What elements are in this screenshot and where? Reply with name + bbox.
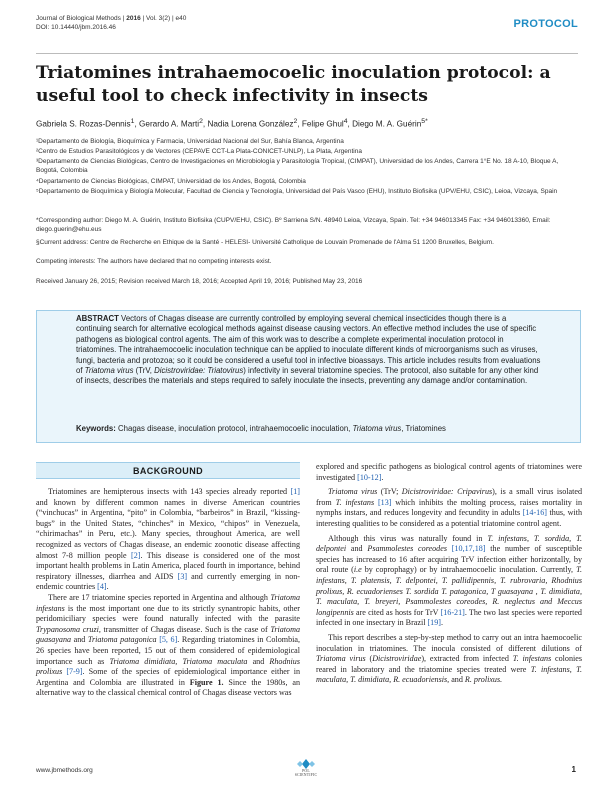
publication-dates: Received January 26, 2015; Revision received March 18, 2016; Accepted April 19, 2016; Published May 23, 2016 (36, 278, 363, 285)
keywords-label: Keywords: (76, 424, 119, 433)
affiliation-3: ³Departamento de Ciencias Biológicas, Centro de Investigaciones en Microbiología y Parasitología Tropical, (CIMPAT), Universidad de los Andes, Carrera 1°E No. 18 A-10, Bloque A, Bogotá, Colombia (36, 158, 559, 174)
publisher-name: POL SCIENTIFIC (294, 769, 318, 777)
affiliation-1: ¹Departamento de Biología, Bioquímica y Farmacia, Universidad Nacional del Sur, Bahía Blanca, Argentina (36, 138, 344, 145)
paragraph: Triatoma virus (TrV; Dicistroviridae: Cripavirus), is a small virus isolated from T. infestans [13] which inhibits the molting process, raises mortality in nymphs instars, and reduces longevity and fecundity in adults [14-16] thus, with interesting qualities to be considered as a potential triatomine control agent. (316, 487, 582, 528)
affiliation-4: ⁴Departamento de Ciencias Biológicas, CIMPAT, Universidad de los Andes, Bogotá, Colombia (36, 178, 306, 185)
affiliation-5: ⁵Departamento de Bioquímica y Biología Molecular, Facultad de Ciencia y Tecnología, Universidad del País Vasco (EHU), Instituto Biofisika (UPV/EHU, CSIC), Leioa, Vizcaya, Spain (36, 188, 558, 195)
abstract-text: Vectors of Chagas disease are currently controlled by employing several chemical insecticides though there is a continuing search for alternative ecological methods against disease causing vectors. An effective method includes the use of specific pathogens as biological control agents. The aim of this work was to describe a complete experimental inoculation protocol in triatomines. The intrahaemocoelic inoculation technique can be applied to inoculate different kinds of microorganisms such as viruses, fungi, bacteria and protozoa; so it could be considered a useful tool in infective bioassays. This article includes results from evaluations of Triatoma virus (TrV, Dicistroviridae: Triatovirus) infectivity in several triatomine species. The protocol, also suitable for any other kind of insects, describes the materials and steps required to safely inoculate the insects, preventing any damage and/or contamination. (76, 314, 541, 386)
paragraph: Triatomines are hemipterous insects with 143 species already reported [1] and known by different common names in diverse American countries (“vinchucas” in Argentina, “pito” in Colombia, “barbeiros” in Brazil, “kissing-bugs” in the United States, “chinches” in Mexico, “chipos” in Venezuela, “chirimachas” in Peru, etc.). Many species, throughout America, are well recognized as vectors of Chagas disease, an endemic zoonotic disease affecting almost 7-8 million people [2]. This disease is considered one of the most important health problems in Latin America, placed fourth in importance, behind respiratory illnesses, diarrhea and AIDS [3] and currently emerging in non-endemic countries [4]. (36, 487, 300, 592)
left-column (36, 487, 300, 699)
abstract (76, 314, 544, 387)
section-heading: BACKGROUND (133, 466, 203, 476)
current-address: §Current address: Centre de Recherche en Ethique de la Santé - HELESI- Université Catholique de Louvain Promenade de l'Alma 51 1200 Bruxelles, Belgium. (36, 239, 494, 246)
right-column (316, 462, 582, 686)
paragraph: Although this virus was naturally found in T. infestans, T. sordida, T. delpontei and Psammolestes coreodes [10,17,18] the number of susceptible species has increased to 16 after acquiring TrV infection either horizontally, by oral route (i.e by coprophagy) or by intrahaemocoelic inoculation. Currently, T. infestans, T. platensis, T. delpontei, T. pallidipennis, T. rubrovaria, Rhodnius prolixus, R. ecuadorienses T. sordida T. patagonica, T guasayana , T. dimidiata, T. maculata, T. breyeri, Psammolestes coreodes, R. neglectus and Meccus longipennis are cited as hosts for TrV [16-21]. The two last species were reported infected in one insectary in Brazil [19]. (316, 533, 583, 628)
affiliation-2: ²Centro de Estudios Parasitológicos y de Vectores (CEPAVE CCT-La Plata-CONICET-UNLP), La Plata, Argentina (36, 148, 362, 155)
doi[interactable]: DOI: 10.14440/jbm.2016.46 (36, 24, 116, 31)
paragraph: explored and specific pathogens as biological control agents of triatomines were investigated [10-12]. (316, 462, 582, 482)
corresponding-author: *Corresponding author: Diego M. A. Guérin, Instituto Biofisika (CUPV/EHU, CSIC). Bº Sarriena S/N. 48940 Leioa, Vizcaya, Spain. Tel: +34 946013345 Fax: +34 946013360, Email: diego.guerin@ehu.eus (36, 217, 551, 233)
author-list: Gabriela S. Rozas-Dennis$^1$, Gerardo A. Marti$^2$, Nadia Lorena González$^2$, Felipe Ghul$^4$, Diego M. A. Guérin$^{5*}$ (36, 118, 428, 129)
keywords (76, 424, 544, 433)
abstract-label: ABSTRACT (76, 314, 119, 323)
paragraph: There are 17 triatomine species reported in Argentina and although Triatoma infestans is the most important one due to its strictly synantropic habits, other peridomiciliary species were found naturally infected with the parasite Trypanosoma cruzi, transmitter of Chagas disease. Such is the case of Triatoma guasayana and Triatoma patagonica [5, 6]. Regarding triatomines in Colombia, 26 species have been reported, 15 out of them considered of epidemiological importance such as Triatoma dimidiata, Triatoma maculata and Rhodnius prolixus [7-9]. Some of the species of epidemiological importance either in Argentina and Colombia are illustrated in Figure 1. Since the 1980s, an alternative way to the classical chemical control of Chagas disease vectors was (36, 592, 301, 698)
journal-volume: | Vol. 3(2) | e40 (140, 15, 187, 22)
journal-header: Journal of Biological Methods | 2016 | Vol. 3(2) | e40 DOI: 10.14440/jbm.2016.46 (36, 15, 187, 31)
journal-name: Journal of Biological Methods (36, 15, 121, 22)
keywords-text: Chagas disease, inoculation protocol, intrahaemocoelic inoculation, Triatoma virus, Triatomines (118, 424, 446, 433)
publisher-logo (291, 759, 321, 777)
publisher-logo-icon (297, 759, 315, 769)
header-divider (36, 53, 578, 54)
journal-year: 2016 (126, 15, 141, 22)
page-number: 1 (571, 765, 576, 774)
section-label: PROTOCOL (513, 18, 578, 30)
article-title: Triatomines intrahaemocoelic inoculation protocol: a useful tool to check infectivity in insects (36, 63, 551, 106)
footer-url[interactable]: www.jbmethods.org (36, 767, 93, 774)
paragraph: This report describes a step-by-step method to carry out an intra haemocoelic inoculation in triatomines. The inocula consisted of different dilutions of Triatoma virus (Dicistroviridae), extracted from infected T. infestans colonies reared in laboratory and the triatomine species treated were T. infestans, T. maculata, T. dimidiata, R. ecuadoriensis, and R. prolixus. (316, 632, 583, 685)
competing-interests: Competing interests: The authors have declared that no competing interests exist. (36, 258, 272, 265)
